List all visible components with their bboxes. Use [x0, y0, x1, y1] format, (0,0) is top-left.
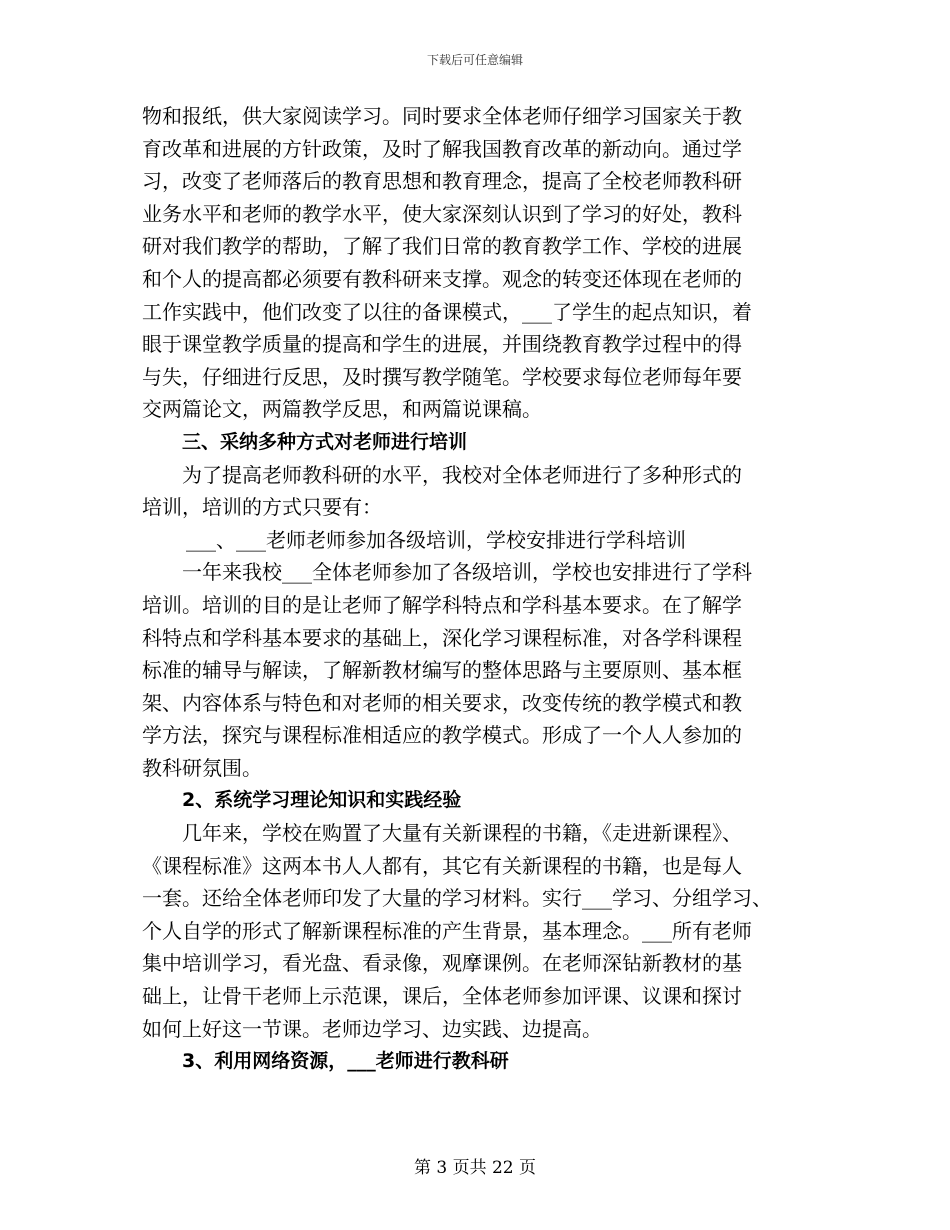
paragraph-line: 业务水平和老师的教学水平，使大家深刻认识到了学习的好处，教科 — [142, 201, 742, 226]
paragraph-line: 和个人的提高都必须要有教科研来支撑。观念的转变还体现在老师的 — [142, 266, 742, 291]
section-heading: 三、采纳多种方式对老师进行培训 — [182, 430, 468, 453]
subsection-line: ___、___老师老师参加各级培训，学校安排进行学科培训 — [186, 527, 686, 552]
section-heading: 3、利用网络资源，___老师进行教科研 — [182, 1050, 509, 1073]
paragraph-line: 础上，让骨干老师上示范课，课后，全体老师参加评课、议课和探讨 — [142, 984, 742, 1009]
paragraph-line: 如何上好这一节课。老师边学习、边实践、边提高。 — [142, 1016, 602, 1041]
paragraph-line: 几年来，学校在购置了大量有关新课程的书籍，《走进新课程》、 — [182, 821, 742, 846]
paragraph-line: 研对我们教学的帮助，了解了我们日常的教育教学工作、学校的进展 — [142, 234, 742, 259]
page-number: 第 3 页共 22 页 — [413, 1158, 537, 1178]
paragraph-line: 标准的辅导与解读，了解新教材编写的整体思路与主要原则、基本框 — [142, 658, 742, 683]
paragraph-line: 集中培训学习，看光盘、看录像，观摩课例。在老师深钻新教材的基 — [142, 951, 742, 976]
paragraph-line: 育改革和进展的方针政策，及时了解我国教育改革的新动向。通过学 — [142, 136, 742, 161]
paragraph-line: 物和报纸，供大家阅读学习。同时要求全体老师仔细学习国家关于教 — [142, 104, 742, 128]
paragraph-line: 为了提高老师教科研的水平，我校对全体老师进行了多种形式的 — [182, 462, 742, 487]
paragraph-line: 《课程标准》这两本书人人都有，其它有关新课程的书籍，也是每人 — [142, 853, 742, 878]
document-body — [142, 100, 822, 1078]
paragraph-line: 工作实践中，他们改变了以往的备课模式，___了学生的起点知识，着 — [142, 299, 752, 324]
header-note: 下载后可任意编辑 — [426, 53, 523, 67]
paragraph-line: 个人自学的形式了解新课程标准的产生背景，基本理念。___所有老师 — [142, 918, 752, 943]
paragraph-line: 一套。还给全体老师印发了大量的学习材料。实行___学习、分组学习、 — [142, 886, 772, 911]
paragraph-line: 培训。培训的目的是让老师了解学科特点和学科基本要求。在了解学 — [142, 592, 742, 617]
paragraph-line: 眼于课堂教学质量的提高和学生的进展，并围绕教育教学过程中的得 — [142, 332, 742, 357]
paragraph-line: 学方法，探究与课程标准相适应的教学模式。形成了一个人人参加的 — [142, 723, 742, 748]
paragraph-line: 培训，培训的方式只要有： — [142, 495, 382, 520]
paragraph-line: 一年来我校___全体老师参加了各级培训，学校也安排进行了学科 — [182, 560, 752, 585]
paragraph-line: 教科研氛围。 — [142, 755, 262, 780]
paragraph-line: 科特点和学科基本要求的基础上，深化学习课程标准，对各学科课程 — [142, 625, 742, 650]
section-heading: 2、系统学习理论知识和实践经验 — [182, 789, 462, 812]
paragraph-line: 架、内容体系与特色和对老师的相关要求，改变传统的教学模式和教 — [142, 690, 742, 715]
paragraph-line: 习，改变了老师落后的教育思想和教育理念，提高了全校老师教科研 — [142, 169, 742, 194]
paragraph-line: 与失，仔细进行反思，及时撰写教学随笔。学校要求每位老师每年要 — [142, 364, 742, 389]
paragraph-line: 交两篇论文，两篇教学反思，和两篇说课稿。 — [142, 397, 542, 422]
